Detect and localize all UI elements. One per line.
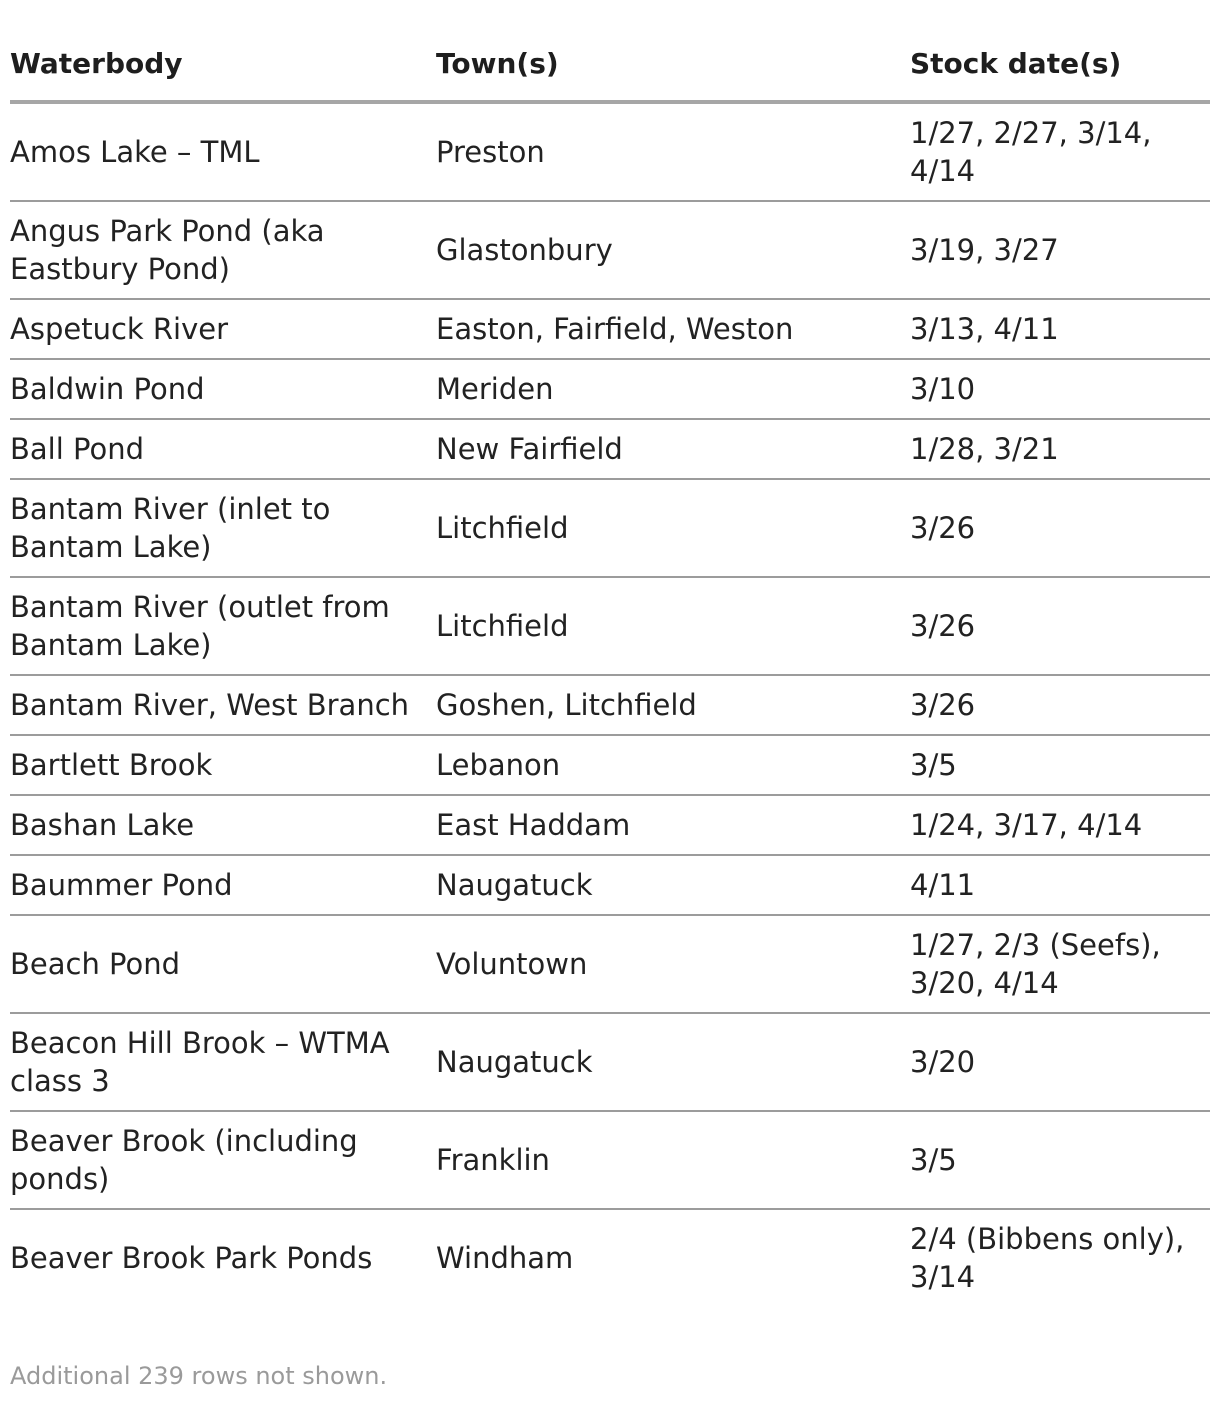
- cell-towns: New Fairfield: [436, 419, 910, 479]
- cell-waterbody: Beach Pond: [10, 915, 436, 1013]
- cell-towns: Glastonbury: [436, 201, 910, 299]
- cell-waterbody: Ball Pond: [10, 419, 436, 479]
- cell-towns: Easton, Fairfield, Weston: [436, 299, 910, 359]
- cell-waterbody: Bantam River, West Branch: [10, 675, 436, 735]
- cell-waterbody: Bantam River (outlet from Bantam Lake): [10, 577, 436, 675]
- cell-waterbody: Angus Park Pond (aka Eastbury Pond): [10, 201, 436, 299]
- table-row: [10, 419, 1210, 479]
- cell-towns: Litchfield: [436, 479, 910, 577]
- table-row: [10, 102, 1210, 201]
- cell-stock-dates: 3/20: [910, 1013, 1210, 1111]
- table-row: [10, 299, 1210, 359]
- table-row: [10, 675, 1210, 735]
- cell-stock-dates: 3/19, 3/27: [910, 201, 1210, 299]
- table-row: [10, 201, 1210, 299]
- cell-towns: Windham: [436, 1241, 574, 1275]
- cell-stock-dates: 1/24, 3/17, 4/14: [910, 795, 1210, 855]
- stocking-table: [10, 28, 1210, 1306]
- rows-not-shown-note: Additional 239 rows not shown.: [10, 1362, 388, 1390]
- cell-stock-dates: 1/27, 2/27, 3/14, 4/14: [910, 102, 1210, 201]
- table-header-row: [10, 28, 1210, 102]
- cell-stock-dates: 4/11: [910, 855, 1210, 915]
- cell-stock-dates: 3/13, 4/11: [910, 299, 1210, 359]
- table-row: [10, 1209, 1210, 1306]
- column-header-waterbody[interactable]: Waterbody: [10, 28, 436, 102]
- cell-waterbody: Beacon Hill Brook – WTMA class 3: [10, 1013, 436, 1111]
- table-row: [10, 1013, 1210, 1111]
- table-row: [10, 735, 1210, 795]
- column-header-stock-dates[interactable]: Stock date(s): [910, 28, 1210, 102]
- cell-towns: Preston: [436, 102, 910, 201]
- cell-waterbody: Bantam River (inlet to Bantam Lake): [10, 479, 436, 577]
- cell-stock-dates: 3/10: [910, 359, 1210, 419]
- cell-towns: Goshen, Litchfield: [436, 675, 910, 735]
- cell-towns: Litchfield: [436, 577, 910, 675]
- cell-waterbody: Baummer Pond: [10, 855, 436, 915]
- cell-stock-dates: 1/28, 3/21: [910, 419, 1210, 479]
- cell-towns: Voluntown: [436, 915, 910, 1013]
- column-header-towns[interactable]: Town(s): [436, 28, 910, 102]
- cell-towns: Franklin: [436, 1111, 910, 1209]
- table-row: [10, 915, 1210, 1013]
- cell-stock-dates: 3/5: [910, 735, 1210, 795]
- cell-towns: Naugatuck: [436, 855, 910, 915]
- cell-stock-dates: 3/26: [910, 577, 1210, 675]
- table-row: [10, 795, 1210, 855]
- cell-towns: Meriden: [436, 359, 910, 419]
- cell-stock-dates: 2/4 (Bibbens only), 3/14: [910, 1222, 1185, 1294]
- table-row: [10, 479, 1210, 577]
- cell-stock-dates: 3/26: [910, 479, 1210, 577]
- cell-towns: Naugatuck: [436, 1013, 910, 1111]
- table-row: [10, 359, 1210, 419]
- cell-waterbody: Beaver Brook Park Ponds: [10, 1241, 373, 1275]
- cell-waterbody: Beaver Brook (including ponds): [10, 1111, 436, 1209]
- cell-waterbody: Bashan Lake: [10, 795, 436, 855]
- cell-waterbody: Baldwin Pond: [10, 359, 436, 419]
- cell-waterbody: Aspetuck River: [10, 299, 436, 359]
- cell-stock-dates: 3/26: [910, 675, 1210, 735]
- cell-waterbody: Amos Lake – TML: [10, 102, 436, 201]
- table-row: [10, 855, 1210, 915]
- cell-stock-dates: 1/27, 2/3 (Seefs), 3/20, 4/14: [910, 915, 1210, 1013]
- cell-towns: Lebanon: [436, 735, 910, 795]
- cell-towns: East Haddam: [436, 795, 910, 855]
- table-row: [10, 1111, 1210, 1209]
- cell-stock-dates: 3/5: [910, 1111, 1210, 1209]
- cell-waterbody: Bartlett Brook: [10, 735, 436, 795]
- table-row: [10, 577, 1210, 675]
